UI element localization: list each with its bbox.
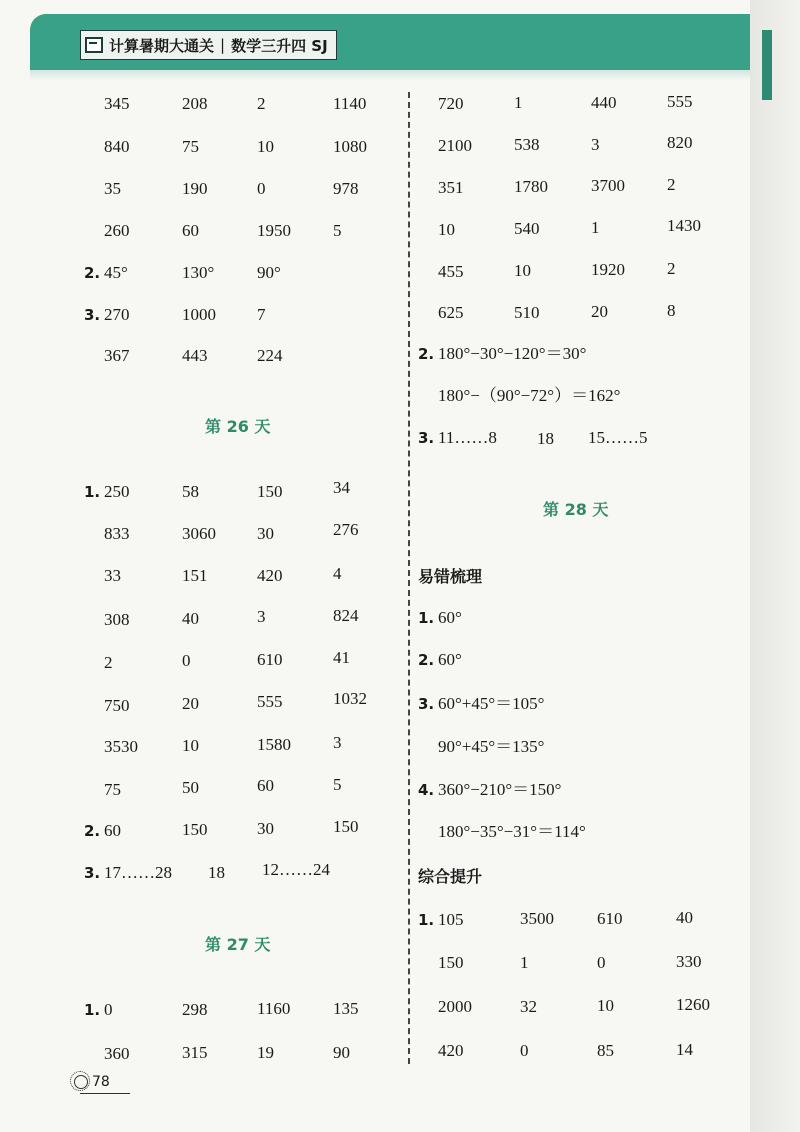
answer-cell: 150 bbox=[182, 820, 208, 839]
answer-cell: 351 bbox=[438, 178, 464, 197]
answer-cell: 10 bbox=[514, 261, 531, 280]
answer-cell: 224 bbox=[257, 346, 283, 365]
answer-cell: 8 bbox=[667, 301, 676, 320]
answer-cell: 610 bbox=[257, 650, 283, 669]
answer-cell: 3 bbox=[591, 135, 600, 154]
answer-cell: 33 bbox=[104, 566, 121, 585]
answer-cell: 315 bbox=[182, 1043, 208, 1062]
equation: 180°−（90°−72°）＝162° bbox=[438, 386, 621, 405]
answer-cell: 0 bbox=[520, 1041, 529, 1060]
answer-cell: 5 bbox=[333, 775, 342, 794]
answer-cell: 14 bbox=[676, 1040, 693, 1059]
answer-cell: 750 bbox=[104, 696, 130, 715]
question-number: 2. bbox=[418, 651, 435, 669]
answer-cell: 360 bbox=[104, 1044, 130, 1063]
answer-cell: 45° bbox=[104, 263, 128, 282]
footer-underline bbox=[80, 1093, 130, 1094]
answer-cell: 345 bbox=[104, 94, 130, 113]
answer-cell: 12……24 bbox=[262, 860, 330, 879]
answer-cell: 1580 bbox=[257, 735, 291, 754]
answer-cell: 10 bbox=[182, 736, 199, 755]
answer-cell: 40 bbox=[182, 609, 199, 628]
answer-cell: 20 bbox=[591, 302, 608, 321]
answer-cell: 625 bbox=[438, 303, 464, 322]
equation: 90°+45°＝135° bbox=[438, 737, 545, 756]
answer-cell: 4 bbox=[333, 564, 342, 583]
answer-cell: 75 bbox=[182, 137, 199, 156]
answer-cell: 367 bbox=[104, 346, 130, 365]
title-separator: | bbox=[220, 36, 226, 54]
book-title: 计算暑期大通关 bbox=[109, 36, 215, 55]
answer-cell: 610 bbox=[597, 909, 623, 928]
equation: 60°+45°＝105° bbox=[438, 694, 545, 713]
answer-cell: 10 bbox=[257, 137, 274, 156]
answer-cell: 298 bbox=[182, 1000, 208, 1019]
answer-cell: 440 bbox=[591, 93, 617, 112]
answer-cell: 30 bbox=[257, 524, 274, 543]
answer-cell: 420 bbox=[438, 1041, 464, 1060]
answer-cell: 30 bbox=[257, 819, 274, 838]
question-number: 1. bbox=[418, 911, 435, 929]
question-number: 1. bbox=[84, 1001, 101, 1019]
answer-cell: 41 bbox=[333, 648, 350, 667]
answer-cell: 150 bbox=[438, 953, 464, 972]
answer-cell: 276 bbox=[333, 520, 359, 539]
answer-cell: 19 bbox=[257, 1043, 274, 1062]
question-number: 3. bbox=[84, 306, 101, 324]
answer-cell: 1 bbox=[520, 953, 529, 972]
answer-cell: 420 bbox=[257, 566, 283, 585]
subject-title: 数学三升四 SJ bbox=[231, 36, 328, 55]
answer-cell: 3 bbox=[333, 733, 342, 752]
answer-cell: 1260 bbox=[676, 995, 710, 1014]
answer-cell: 40 bbox=[676, 908, 693, 927]
answer-cell: 978 bbox=[333, 179, 359, 198]
answer-cell: 85 bbox=[597, 1041, 614, 1060]
answer-cell: 833 bbox=[104, 524, 130, 543]
answer-cell: 538 bbox=[514, 135, 540, 154]
answer-cell: 60 bbox=[182, 221, 199, 240]
answer-cell: 2000 bbox=[438, 997, 472, 1016]
answer-cell: 60 bbox=[257, 776, 274, 795]
answer-cell: 555 bbox=[257, 692, 283, 711]
answer-cell: 1780 bbox=[514, 177, 548, 196]
answer-cell: 50 bbox=[182, 778, 199, 797]
sun-icon bbox=[74, 1075, 88, 1089]
answer-cell: 510 bbox=[514, 303, 540, 322]
question-number: 1. bbox=[84, 483, 101, 501]
answer-cell: 3500 bbox=[520, 909, 554, 928]
answer-cell: 58 bbox=[182, 482, 199, 501]
answer-cell: 60° bbox=[438, 608, 462, 627]
page-number: 78 bbox=[92, 1074, 110, 1090]
answer-cell: 34 bbox=[333, 478, 350, 497]
answer-cell: 2100 bbox=[438, 136, 472, 155]
spine-tab bbox=[762, 30, 772, 100]
answer-cell: 17……28 bbox=[104, 863, 172, 882]
answer-cell: 820 bbox=[667, 133, 693, 152]
answer-cell: 0 bbox=[182, 651, 191, 670]
question-number: 3. bbox=[418, 695, 435, 713]
answer-cell: 60 bbox=[104, 821, 121, 840]
question-number: 2. bbox=[418, 345, 435, 363]
answer-cell: 2 bbox=[667, 175, 676, 194]
question-number: 1. bbox=[418, 609, 435, 627]
answer-cell: 250 bbox=[104, 482, 130, 501]
answer-cell: 720 bbox=[438, 94, 464, 113]
answer-cell: 1950 bbox=[257, 221, 291, 240]
answer-cell: 1032 bbox=[333, 689, 367, 708]
day-26-title: 第 26 天 bbox=[205, 417, 271, 436]
answer-cell: 1080 bbox=[333, 137, 367, 156]
day-28-title: 第 28 天 bbox=[543, 500, 609, 519]
answer-cell: 150 bbox=[257, 482, 283, 501]
answer-cell: 1430 bbox=[667, 216, 701, 235]
answer-cell: 330 bbox=[676, 952, 702, 971]
page-spine bbox=[750, 0, 800, 1132]
answer-cell: 151 bbox=[182, 566, 208, 585]
answer-cell: 2 bbox=[667, 259, 676, 278]
answer-cell: 11……8 bbox=[438, 428, 497, 447]
question-number: 4. bbox=[418, 781, 435, 799]
answer-cell: 135 bbox=[333, 999, 359, 1018]
answer-cell: 555 bbox=[667, 92, 693, 111]
column-divider bbox=[408, 92, 410, 1064]
answer-cell: 10 bbox=[438, 220, 455, 239]
answer-cell: 2 bbox=[257, 94, 266, 113]
book-title-box bbox=[80, 30, 337, 60]
answer-cell: 150 bbox=[333, 817, 359, 836]
question-number: 2. bbox=[84, 264, 101, 282]
answer-cell: 824 bbox=[333, 606, 359, 625]
answer-cell: 443 bbox=[182, 346, 208, 365]
answer-cell: 270 bbox=[104, 305, 130, 324]
answer-cell: 20 bbox=[182, 694, 199, 713]
equation: 180°−35°−31°＝114° bbox=[438, 822, 586, 841]
question-number: 3. bbox=[84, 864, 101, 882]
day-27-title: 第 27 天 bbox=[205, 935, 271, 954]
answer-cell: 1000 bbox=[182, 305, 216, 324]
answer-cell: 0 bbox=[257, 179, 266, 198]
answer-cell: 3 bbox=[257, 607, 266, 626]
equation: 180°−30°−120°＝30° bbox=[438, 344, 587, 363]
comprehensive-section-title: 综合提升 bbox=[418, 867, 483, 886]
answer-cell: 1920 bbox=[591, 260, 625, 279]
question-number: 3. bbox=[418, 429, 435, 447]
answer-cell: 1 bbox=[514, 93, 523, 112]
answer-cell: 5 bbox=[333, 221, 342, 240]
answer-cell: 0 bbox=[597, 953, 606, 972]
answer-cell: 130° bbox=[182, 263, 215, 282]
answer-cell: 60° bbox=[438, 650, 462, 669]
answer-cell: 105 bbox=[438, 910, 464, 929]
question-number: 2. bbox=[84, 822, 101, 840]
answer-cell: 260 bbox=[104, 221, 130, 240]
answer-cell: 208 bbox=[182, 94, 208, 113]
answer-cell: 308 bbox=[104, 610, 130, 629]
answer-cell: 90 bbox=[333, 1043, 350, 1062]
answer-cell: 10 bbox=[597, 996, 614, 1015]
answer-cell: 2 bbox=[104, 653, 113, 672]
answer-cell: 840 bbox=[104, 137, 130, 156]
answer-cell: 540 bbox=[514, 219, 540, 238]
answer-cell: 3530 bbox=[104, 737, 138, 756]
answer-cell: 90° bbox=[257, 263, 281, 282]
errors-section-title: 易错梳理 bbox=[418, 567, 483, 586]
answer-cell: 15……5 bbox=[588, 428, 648, 447]
book-icon bbox=[85, 37, 103, 53]
answer-cell: 1140 bbox=[333, 94, 367, 113]
answer-cell: 190 bbox=[182, 179, 208, 198]
page-footer bbox=[74, 1074, 110, 1090]
answer-cell: 7 bbox=[257, 305, 266, 324]
answer-cell: 3700 bbox=[591, 176, 625, 195]
header-strip bbox=[30, 70, 750, 80]
equation: 360°−210°＝150° bbox=[438, 780, 562, 799]
answer-cell: 35 bbox=[104, 179, 121, 198]
answer-cell: 1 bbox=[591, 218, 600, 237]
answer-cell: 455 bbox=[438, 262, 464, 281]
answer-cell: 0 bbox=[104, 1000, 113, 1019]
answer-cell: 32 bbox=[520, 997, 537, 1016]
answer-cell: 75 bbox=[104, 780, 121, 799]
answer-cell: 18 bbox=[208, 863, 225, 882]
answer-cell: 18 bbox=[537, 429, 554, 448]
answer-cell: 3060 bbox=[182, 524, 216, 543]
answer-cell: 1160 bbox=[257, 999, 291, 1018]
